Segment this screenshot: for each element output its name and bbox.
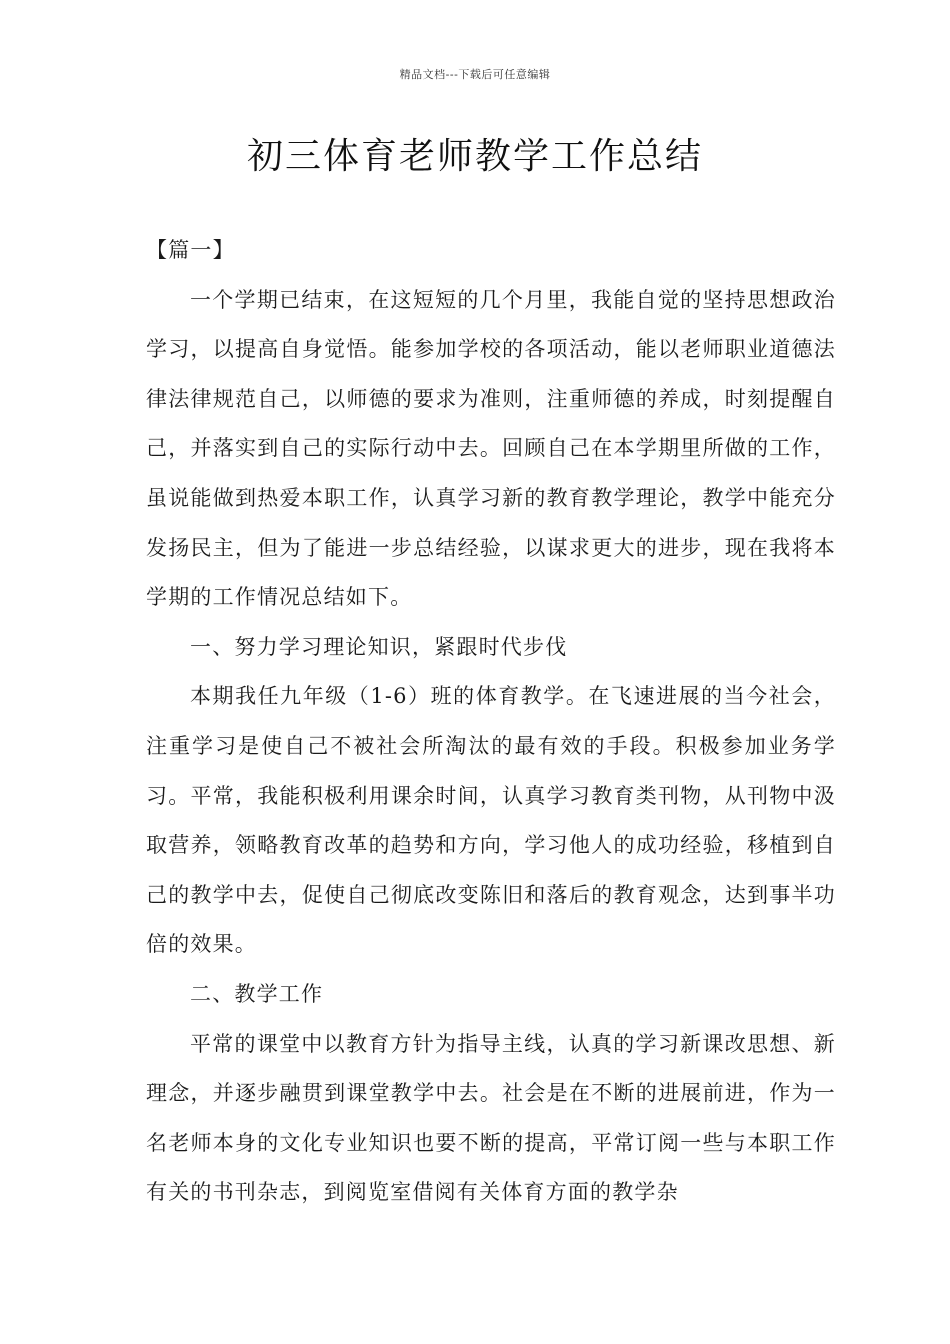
document-title: 初三体育老师教学工作总结 xyxy=(246,136,703,177)
header-note: 精品文档---下载后可任意编辑 xyxy=(399,68,551,81)
section-label: 【篇一】 xyxy=(146,238,235,262)
paragraph: 一个学期已结束，在这短短的几个月里，我能自觉的坚持思想政治学习，以提高自身觉悟。能参加学校的各项活动，能以老师职业道德法律法律规范自己，以师德的要求为准则，注重师德的养成，时刻提醒自己，并落实到自己的实际行动中去。回顾自己在本学期里所做的工作，虽说能做到热爱本职工作，认真学习新的教育教学理论，教学中能充分发扬民主，但为了能进一步总结经验，以谋求更大的进步，现在我将本学期的工作情况总结如下。 xyxy=(146,287,836,610)
section-heading: 一、努力学习理论知识，紧跟时代步伐 xyxy=(190,634,568,659)
section-heading: 二、教学工作 xyxy=(190,981,324,1006)
paragraph: 平常的课堂中以教育方针为指导主线，认真的学习新课改思想、新理念，并逐步融贯到课堂教学中去。社会是在不断的进展前进，作为一名老师本身的文化专业知识也要不断的提高，平常订阅一些与本职工作有关的书刊杂志，到阅览室借阅有关体育方面的教学杂 xyxy=(146,1031,836,1205)
paragraph: 本期我任九年级（1-6）班的体育教学。在飞速进展的当今社会，注重学习是使自己不被社会所淘汰的最有效的手段。积极参加业务学习。平常，我能积极利用课余时间，认真学习教育类刊物，从刊物中汲取营养，领略教育改革的趋势和方向，学习他人的成功经验，移植到自己的教学中去，促使自己彻底改变陈旧和落后的教育观念，达到事半功倍的效果。 xyxy=(146,684,836,957)
document-body xyxy=(146,226,836,1218)
